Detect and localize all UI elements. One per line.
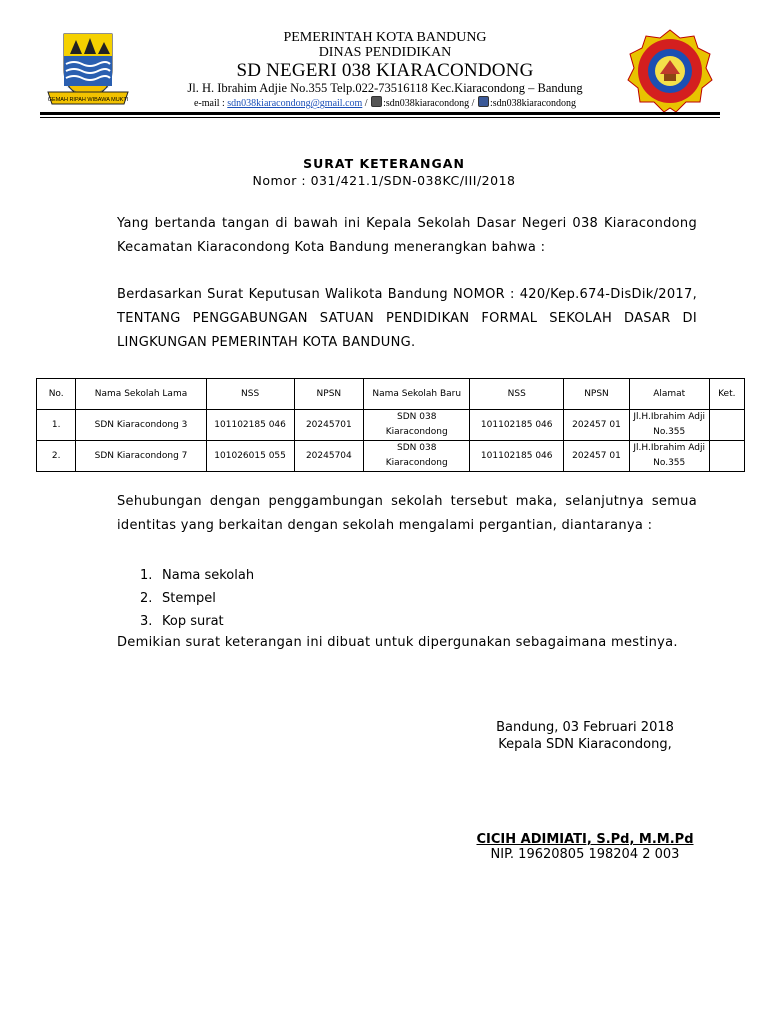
- table-cell: 202457 01: [564, 410, 630, 441]
- instagram-handle: :sdn038kiaracondong /: [383, 98, 477, 109]
- table-cell: 101102185 046: [470, 441, 564, 472]
- list-item-number: 2.: [140, 591, 153, 606]
- letterhead-rule-thin: [40, 117, 720, 118]
- table-cell: Jl.H.Ibrahim Adji No.355: [629, 410, 709, 441]
- table-cell: 101102185 046: [470, 410, 564, 441]
- document-title: SURAT KETERANGAN: [303, 156, 465, 171]
- consequence-paragraph: Sehubungan dengan penggambungan sekolah tersebut maka, selanjutnya semua identitas yang berkaitan dengan sekolah mengalami pergantian, diantaranya :: [117, 494, 697, 533]
- closing-paragraph: Demikian surat keterangan ini dibuat untuk dipergunakan sebagaimana mestinya.: [117, 635, 678, 650]
- list-item: [140, 564, 254, 587]
- letterhead-school-name: SD NEGERI 038 KIARACONDONG: [236, 60, 534, 81]
- table-cell: 101026015 055: [206, 441, 294, 472]
- table-row: [37, 441, 745, 472]
- header-nss: NSS: [206, 379, 294, 410]
- table-cell: Jl.H.Ibrahim Adji No.355: [629, 441, 709, 472]
- list-item-text: Nama sekolah: [162, 568, 255, 583]
- facebook-handle: :sdn038kiaracondong: [489, 98, 577, 109]
- table-row: [37, 410, 745, 441]
- list-item: [140, 610, 254, 633]
- signatory-nip: NIP. 19620805 198204 2 003: [490, 847, 680, 862]
- list-item-text: Kop surat: [162, 614, 224, 629]
- table-cell: SDN Kiaracondong 7: [76, 441, 206, 472]
- letterhead-rule-thick: [40, 112, 720, 115]
- letterhead-contacts: [150, 96, 620, 109]
- email-link[interactable]: sdn038kiaracondong@gmail.com: [227, 98, 363, 109]
- table-cell: [709, 441, 744, 472]
- emblem-motto: GEMAH RIPAH WIBAWA MUKTI: [47, 97, 129, 103]
- table-header-row: [37, 379, 745, 410]
- list-item-text: Stempel: [162, 591, 216, 606]
- letterhead-address: Jl. H. Ibrahim Adjie No.355 Telp.022-73516118 Kec.Kiaracondong – Bandung: [187, 81, 583, 95]
- school-seal-logo: [622, 26, 718, 114]
- letterhead: [0, 0, 768, 120]
- opening-paragraph: Yang bertanda tangan di bawah ini Kepala Sekolah Dasar Negeri 038 Kiaracondong Kecamatan Kiaracondong Kota Bandung menerangkan bahwa :: [117, 216, 697, 255]
- signature-place-date: Bandung, 03 Februari 2018: [496, 720, 674, 735]
- table-cell: 1.: [37, 410, 76, 441]
- email-label: e-mail :: [193, 98, 228, 109]
- table-cell: 20245701: [294, 410, 364, 441]
- letterhead-department: DINAS PENDIDIKAN: [318, 45, 452, 60]
- header-new-school: Nama Sekolah Baru: [364, 379, 470, 410]
- decree-paragraph: Berdasarkan Surat Keputusan Walikota Bandung NOMOR : 420/Kep.674-DisDik/2017, TENTANG PENGGABUNGAN SATUAN PENDIDIKAN FORMAL SEKOLAH DASAR DI LINGKUNGAN PEMERINTAH KOTA BANDUNG.: [117, 287, 697, 350]
- document-number: Nomor : 031/421.1/SDN-038KC/III/2018: [252, 173, 516, 188]
- separator: /: [362, 98, 371, 109]
- signature-position: Kepala SDN Kiaracondong,: [498, 737, 672, 752]
- letterhead-government: PEMERINTAH KOTA BANDUNG: [283, 30, 487, 45]
- table-cell: SDN 038 Kiaracondong: [364, 410, 470, 441]
- table-cell: 20245704: [294, 441, 364, 472]
- table-cell: SDN 038 Kiaracondong: [364, 441, 470, 472]
- table-cell: 2.: [37, 441, 76, 472]
- list-item-number: 1.: [140, 568, 153, 583]
- header-address: Alamat: [629, 379, 709, 410]
- header-old-school: Nama Sekolah Lama: [76, 379, 206, 410]
- table-cell: 101102185 046: [206, 410, 294, 441]
- facebook-icon: [478, 96, 489, 107]
- list-item-number: 3.: [140, 614, 153, 629]
- list-item: [140, 587, 254, 610]
- signatory-name: CICIH ADIMIATI, S.Pd, M.M.Pd: [476, 832, 694, 847]
- merger-table: [36, 378, 745, 472]
- header-npsn-new: NPSN: [564, 379, 630, 410]
- header-nss-new: NSS: [470, 379, 564, 410]
- instagram-icon: [371, 96, 382, 107]
- table-cell: 202457 01: [564, 441, 630, 472]
- table-cell: [709, 410, 744, 441]
- bandung-emblem-logo: [40, 26, 136, 114]
- changed-items-list: [140, 564, 254, 633]
- header-npsn: NPSN: [294, 379, 364, 410]
- table-cell: SDN Kiaracondong 3: [76, 410, 206, 441]
- header-no: No.: [37, 379, 76, 410]
- header-notes: Ket.: [709, 379, 744, 410]
